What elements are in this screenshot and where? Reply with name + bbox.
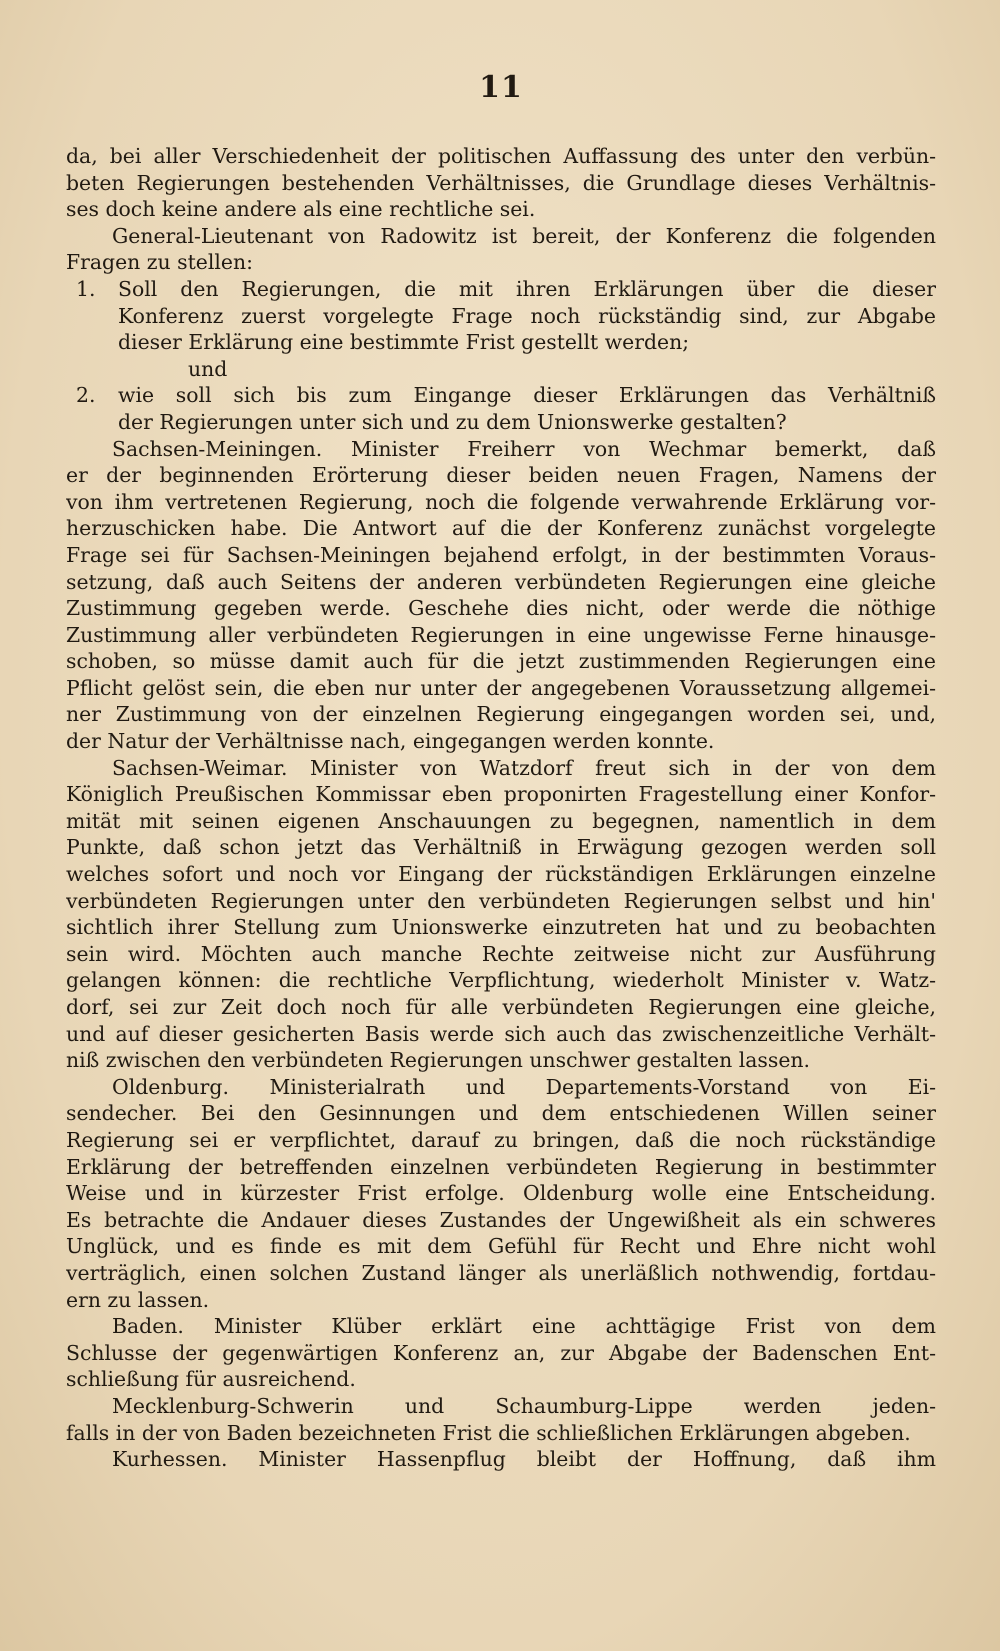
text-line: Königlich Preußischen Kommissar eben proponirten Fragestellung einer Konfor-: [66, 782, 936, 807]
line: [66, 648, 936, 675]
text-line: Zustimmung aller verbündeten Regierungen in eine ungewisse Ferne hinausge-: [66, 622, 936, 647]
text-line: Regierung sei er verpflichtet, darauf zu bringen, daß die noch rückständige: [66, 1127, 936, 1152]
line: [66, 542, 936, 569]
question-number: 2.: [76, 383, 96, 408]
paragraph: [66, 436, 936, 755]
line: [66, 515, 936, 542]
line: [66, 1233, 936, 1260]
text-line: und: [188, 356, 228, 381]
text-line: ern zu lassen.: [66, 1287, 210, 1312]
text-line: Schlusse der gegenwärtigen Konferenz an, zur Abgabe der Badenschen Ent-: [66, 1340, 936, 1365]
text-line: Zustimmung gegeben werde. Geschehe dies nicht, oder werde die nöthige: [66, 596, 936, 621]
text-line: herzuschicken habe. Die Antwort auf die der Konferenz zunächst vorgelegte: [66, 516, 936, 541]
line: [66, 808, 936, 835]
text-line: sichtlich ihrer Stellung zum Unionswerke einzutreten hat und zu beobachten: [66, 915, 936, 940]
line: [66, 409, 936, 436]
question-number: 1.: [76, 276, 96, 301]
question-item: [66, 276, 936, 356]
text-line: ner Zustimmung von der einzelnen Regierung eingegangen worden sei, und,: [66, 702, 936, 727]
paragraph: [66, 1074, 936, 1313]
text-line: Sachsen-Meiningen. Minister Freiherr von Wechmar bemerkt, daß: [112, 436, 936, 461]
text-line: verbündeten Regierungen unter den verbündeten Regierungen selbst und hin': [66, 888, 936, 913]
line: [66, 1074, 936, 1101]
text-line: General-Lieutenant von Radowitz ist bereit, der Konferenz die folgenden: [112, 223, 936, 248]
line: [66, 1154, 936, 1181]
text-line: und auf dieser gesicherten Basis werde sich auch das zwischenzeitliche Verhält-: [66, 1021, 936, 1046]
paragraph: [66, 223, 936, 276]
text-line: er der beginnenden Erörterung dieser beiden neuen Fragen, Namens der: [66, 463, 936, 488]
text-line: sendecher. Bei den Gesinnungen und dem entschiedenen Willen seiner: [66, 1101, 936, 1126]
line: [66, 941, 936, 968]
text-line: Sachsen-Weimar. Minister von Watzdorf freut sich in der von dem: [112, 755, 936, 780]
line: [66, 1127, 936, 1154]
text-line: schließung für ausreichend.: [66, 1367, 356, 1392]
line: [66, 249, 936, 276]
text-line: da, bei aller Verschiedenheit der politischen Auffassung des unter den verbün-: [66, 144, 936, 168]
line: [66, 382, 936, 409]
paragraph: [66, 1313, 936, 1393]
line: [66, 1366, 936, 1393]
line: [66, 834, 936, 861]
text-line: schoben, so müsse damit auch für die jetzt zustimmenden Regierungen eine: [66, 649, 936, 674]
text-line: Kurhessen. Minister Hassenpflug bleibt der Hoffnung, daß ihm: [112, 1447, 936, 1472]
question-item: [66, 382, 936, 435]
text-line: sein wird. Möchten auch manche Rechte zeitweise nicht zur Ausführung: [66, 941, 936, 966]
line: [66, 914, 936, 941]
line: [66, 356, 936, 383]
text-line: beten Regierungen bestehenden Verhältnisses, die Grundlage dieses Verhältnis-: [66, 170, 936, 195]
text-line: Pflicht gelöst sein, die eben nur unter der angegebenen Voraussetzung allgemei-: [66, 675, 936, 700]
text-line: von ihm vertretenen Regierung, noch die folgende verwahrende Erklärung vor-: [66, 489, 936, 514]
text-line: Soll den Regierungen, die mit ihren Erklärungen über die dieser: [118, 276, 936, 301]
text-line: dorf, sei zur Zeit doch noch für alle verbündeten Regierungen eine gleiche,: [66, 995, 936, 1019]
line: [66, 462, 936, 489]
line: [66, 728, 936, 755]
paragraph: [66, 143, 936, 223]
line: [66, 1047, 936, 1074]
line: [66, 781, 936, 808]
line: [66, 1100, 936, 1127]
paragraph: [66, 755, 936, 1074]
line: [66, 329, 936, 356]
line: [66, 675, 936, 702]
connector-text: [66, 356, 936, 383]
text-line: welches sofort und noch vor Eingang der rückständigen Erklärungen einzelne: [66, 862, 936, 887]
text-line: Frage sei für Sachsen-Meiningen bejahend erfolgt, in der bestimmten Voraus-: [66, 542, 936, 567]
text-line: wie soll sich bis zum Eingange dieser Erklärungen das Verhältniß: [118, 383, 936, 408]
text-line: Konferenz zuerst vorgelegte Frage noch rückständig sind, zur Abgabe: [118, 303, 936, 328]
text-line: Fragen zu stellen:: [66, 250, 253, 275]
text-line: der Natur der Verhältnisse nach, eingegangen werden konnte.: [66, 729, 715, 754]
line: [66, 489, 936, 516]
line: [66, 1287, 936, 1314]
line: [66, 1260, 936, 1287]
line: [66, 1420, 936, 1447]
line: [66, 701, 936, 728]
line: [66, 196, 936, 223]
text-line: Mecklenburg-Schwerin und Schaumburg-Lippe werden jeden-: [112, 1393, 936, 1418]
line: [66, 1021, 936, 1048]
text-line: dieser Erklärung eine bestimmte Frist gestellt werden;: [118, 330, 690, 355]
line: [66, 595, 936, 622]
line: [66, 1393, 936, 1420]
text-line: falls in der von Baden bezeichneten Frist die schließlichen Erklärungen abgeben.: [66, 1420, 911, 1445]
line: [66, 967, 936, 994]
line: [66, 569, 936, 596]
text-line: niß zwischen den verbündeten Regierungen unschwer gestalten lassen.: [66, 1048, 811, 1073]
line: [66, 303, 936, 330]
line: [66, 1340, 936, 1367]
text-line: ses doch keine andere als eine rechtliche sei.: [66, 197, 536, 222]
line: [66, 143, 936, 170]
text-body: [66, 143, 936, 1473]
line: [66, 994, 936, 1021]
line: [66, 223, 936, 250]
line: [66, 755, 936, 782]
text-line: Erklärung der betreffenden einzelnen verbündeten Regierung in bestimmter: [66, 1154, 936, 1179]
text-line: verträglich, einen solchen Zustand länger als unerläßlich nothwendig, fortdau-: [66, 1260, 936, 1285]
text-line: mität mit seinen eigenen Anschauungen zu begegnen, namentlich in dem: [66, 808, 936, 833]
line: [66, 1207, 936, 1234]
line: [66, 170, 936, 197]
text-line: Punkte, daß schon jetzt das Verhältniß in Erwägung gezogen werden soll: [66, 835, 936, 860]
paragraph: [66, 1393, 936, 1446]
text-line: setzung, daß auch Seitens der anderen verbündeten Regierungen eine gleiche: [66, 569, 936, 594]
page-number: 11: [479, 70, 523, 105]
text-line: Oldenburg. Ministerialrath und Departements-Vorstand von Ei-: [112, 1074, 936, 1099]
line: [66, 622, 936, 649]
line: [66, 436, 936, 463]
text-line: der Regierungen unter sich und zu dem Unionswerke gestalten?: [118, 409, 787, 434]
text-line: Weise und in kürzester Frist erfolge. Oldenburg wolle eine Entscheidung.: [66, 1181, 936, 1206]
paragraph: [66, 1446, 936, 1473]
text-line: gelangen können: die rechtliche Verpflichtung, wiederholt Minister v. Watz-: [66, 968, 936, 993]
text-line: Es betrachte die Andauer dieses Zustandes der Ungewißheit als ein schweres: [66, 1207, 936, 1232]
line: [66, 1313, 936, 1340]
line: [66, 276, 936, 303]
text-line: Baden. Minister Klüber erklärt eine achttägige Frist von dem: [112, 1314, 936, 1339]
line: [66, 861, 936, 888]
line: [66, 1446, 936, 1473]
line: [66, 888, 936, 915]
text-line: Unglück, und es finde es mit dem Gefühl für Recht und Ehre nicht wohl: [66, 1234, 936, 1259]
line: [66, 1180, 936, 1207]
